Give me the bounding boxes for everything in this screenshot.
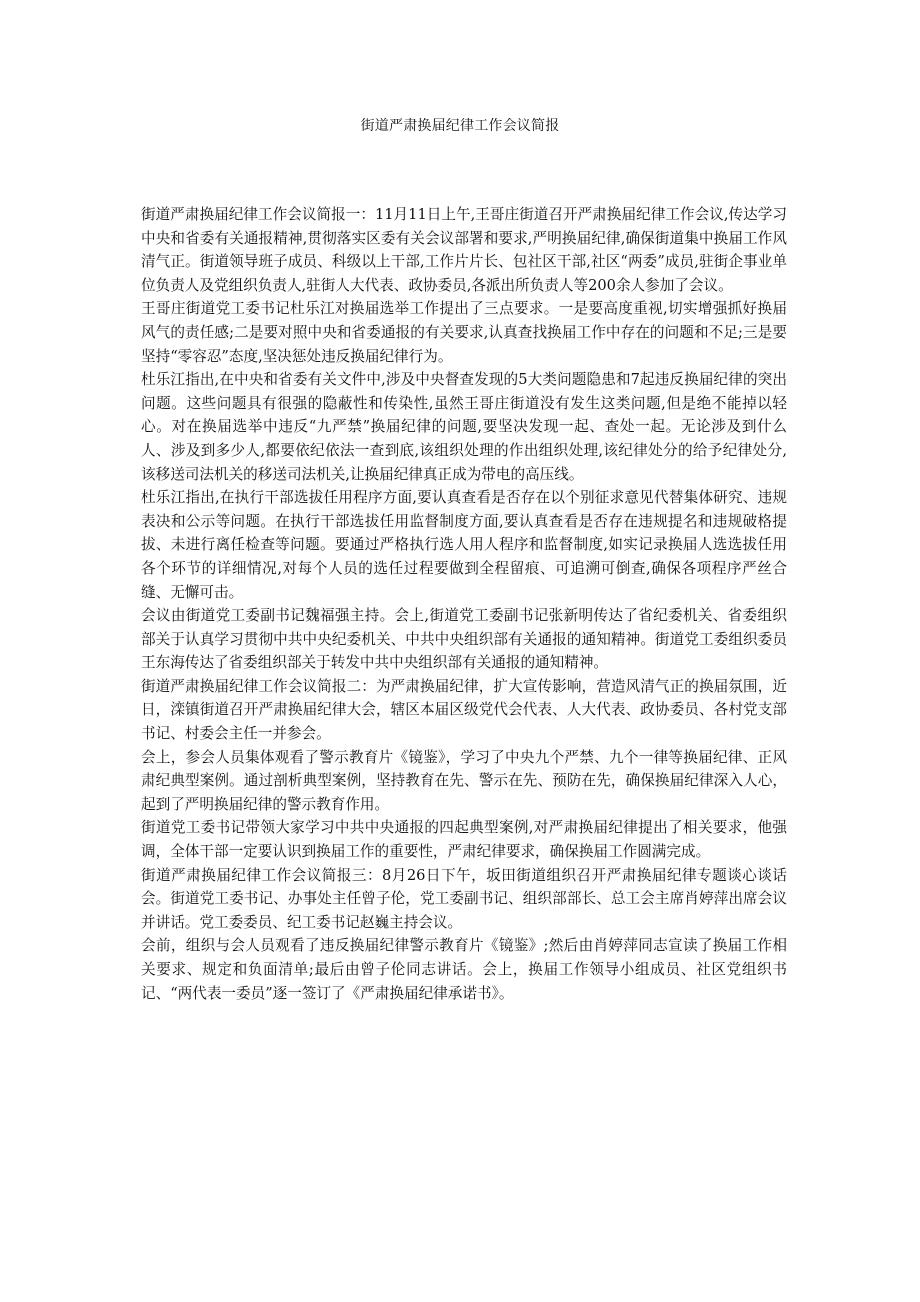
paragraph-7: 会上，参会人员集体观看了警示教育片《镜鉴》，学习了中央九个严禁、九个一律等换届纪律、正风肃纪典型案例。通过剖析典型案例，坚持教育在先、警示在先、预防在先，确保换届纪律深入人心，起到了严明换届纪律的警示教育作用。 [141, 748, 787, 813]
paragraph-2: 王哥庄街道党工委书记杜乐江对换届选举工作提出了三点要求。一是要高度重视,切实增强抓好换届风气的责任感;二是要对照中央和省委通报的有关要求,认真查找换届工作中存在的问题和不足;三是要坚持“零容忍”态度,坚决惩处违反换届纪律行为。 [141, 300, 787, 365]
document-body [141, 203, 787, 1005]
paragraph-8: 街道党工委书记带领大家学习中共中央通报的四起典型案例,对严肃换届纪律提出了相关要求，他强调，全体干部一定要认识到换届工作的重要性，严肃纪律要求，确保换届工作圆满完成。 [141, 819, 787, 861]
paragraph-4: 杜乐江指出,在执行干部选拔任用程序方面,要认真查看是否存在以个别征求意见代替集体研究、违规表决和公示等问题。在执行干部选拔任用监督制度方面,要认真查看是否存在违规提名和违规破格提拔、未进行离任检查等问题。要通过严格执行选人用人程序和监督制度,如实记录换届人选选拔任用各个环节的详细情况,对每个人员的选任过程要做到全程留痕、可追溯可倒查,确保各项程序严丝合缝、无懈可击。 [141, 489, 787, 601]
paragraph-5: 会议由街道党工委副书记魏福强主持。会上,街道党工委副书记张新明传达了省纪委机关、省委组织部关于认真学习贯彻中共中央纪委机关、中共中央组织部有关通报的通知精神。街道党工委组织委员王东海传达了省委组织部关于转发中共中央组织部有关通报的通知精神。 [141, 607, 787, 672]
paragraph-6: 街道严肃换届纪律工作会议简报二：为严肃换届纪律，扩大宣传影响，营造风清气正的换届氛围，近日，滦镇街道召开严肃换届纪律大会，辖区本届区级党代会代表、人大代表、政协委员、各村党支部书记、村委会主任一并参会。 [141, 677, 787, 743]
document-title: 街道严肃换届纪律工作会议简报 [360, 118, 560, 134]
paragraph-3: 杜乐江指出,在中央和省委有关文件中,涉及中央督查发现的5大类问题隐患和7起违反换届纪律的突出问题。这些问题具有很强的隐蔽性和传染性,虽然王哥庄街道没有发生这类问题,但是绝不能掉以轻心。对在换届选举中违反“九严禁”换届纪律的问题,要坚决发现一起、查处一起。无论涉及到什么人、涉及到多少人,都要依纪依法一查到底,该组织处理的作出组织处理,该纪律处分的给予纪律处分,该移送司法机关的移送司法机关,让换届纪律真正成为带电的高压线。 [141, 371, 787, 483]
paragraph-9: 街道严肃换届纪律工作会议简报三：8月26日下午，坂田街道组织召开严肃换届纪律专题谈心谈话会。街道党工委书记、办事处主任曾子伦，党工委副书记、组织部部长、总工会主席肖婷萍出席会议并讲话。党工委委员、纪工委书记赵巍主持会议。 [141, 866, 787, 931]
paragraph-1: 街道严肃换届纪律工作会议简报一：11月11日上午,王哥庄街道召开严肃换届纪律工作会议,传达学习中央和省委有关通报精神,贯彻落实区委有关会议部署和要求,严明换届纪律,确保街道集中换届工作风清气正。街道领导班子成员、科级以上干部,工作片片长、包社区干部,社区“两委”成员,驻街企事业单位负责人及党组织负责人,驻街人大代表、政协委员,各派出所负责人等200余人参加了会议。 [141, 206, 787, 294]
paragraph-10: 会前，组织与会人员观看了违反换届纪律警示教育片《镜鉴》;然后由肖婷萍同志宣读了换届工作相关要求、规定和负面清单;最后由曾子伦同志讲话。会上，换届工作领导小组成员、社区党组织书记、“两代表一委员”逐一签订了《严肃换届纪律承诺书》。 [141, 937, 787, 1002]
